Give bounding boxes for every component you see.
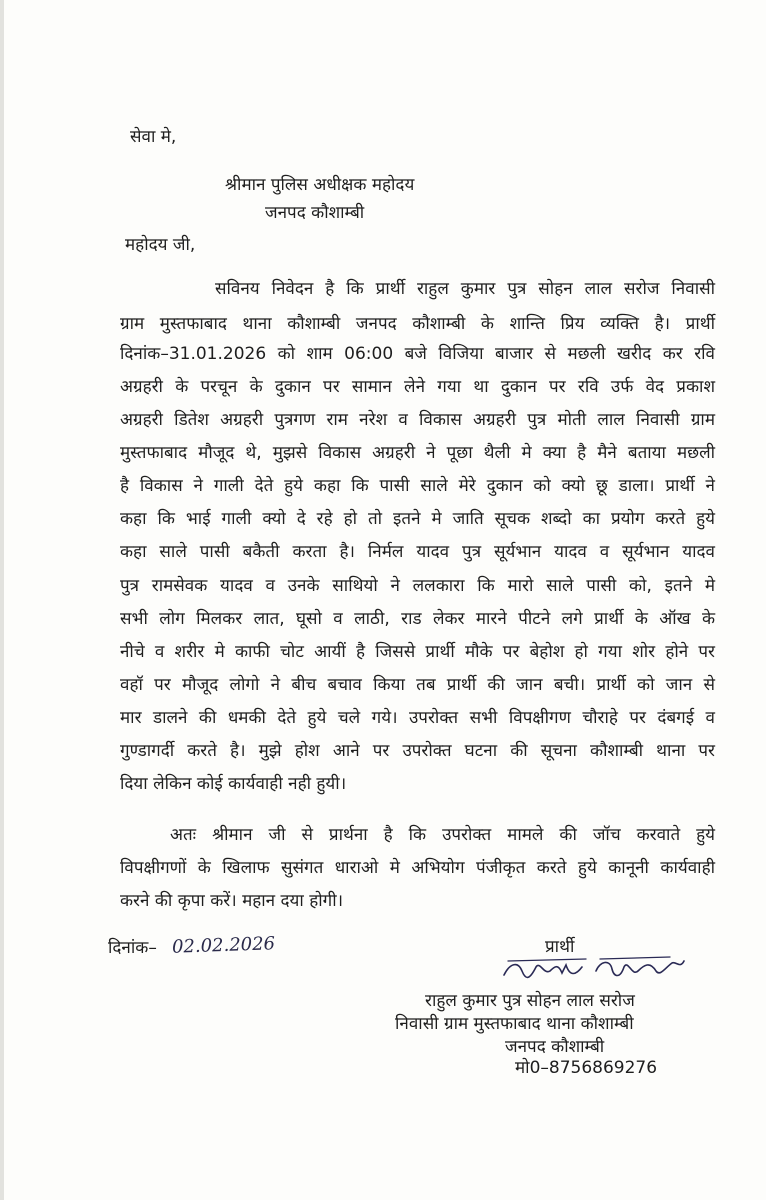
sender-name: राहुल कुमार पुत्र सोहन लाल सरोज <box>425 991 635 1011</box>
body-line: है विकास ने गाली देते हुये कहा कि पासी साले मेरे दुकान को क्यो छू डाला। प्रार्थी ने <box>120 476 715 496</box>
signature <box>500 953 690 987</box>
body-line: ग्राम मुस्तफाबाद थाना कौशाम्बी जनपद कौशाम्बी के शान्ति प्रिय व्यक्ति है। प्रार्थी <box>120 314 715 334</box>
body-line: कहा साले पासी बकैती करता है। निर्मल यादव पुत्र सूर्यभान यादव व सूर्यभान यादव <box>120 542 715 562</box>
body-line: कहा कि भाई गाली क्यो दे रहे हो तो इतने मे जाति सूचक शब्दो का प्रयोग करते हुये <box>120 509 715 529</box>
request-line: करने की कृपा करें। महान दया होगी। <box>120 891 344 911</box>
body-line: अग्रहरी डितेश अग्रहरी पुत्रगण राम नरेश व विकास अग्रहरी पुत्र मोती लाल निवासी ग्राम <box>120 410 715 430</box>
greeting: महोदय जी, <box>125 235 196 255</box>
body-line: दिया लेकिन कोई कार्यवाही नही हुयी। <box>120 774 347 794</box>
body-line: वहॉ पर मौजूद लोगो ने बीच बचाव किया तब प्रार्थी की जान बची। प्रार्थी को जान से <box>120 675 715 695</box>
body-line: गुण्डागर्दी करते है। मुझे होश आने पर उपरोक्त घटना की सूचना कौशाम्बी थाना पर <box>120 741 715 761</box>
body-line: नीचे व शरीर मे काफी चोट आयीं है जिससे प्रार्थी मौके पर बेहोश हो गया शोर होने पर <box>120 642 715 662</box>
date-label: दिनांक– <box>108 938 157 958</box>
request-line: अतः श्रीमान जी से प्रार्थना है कि उपरोक्त मामले की जॉच करवाते हुये <box>170 825 715 845</box>
date-value: 02.02.2026 <box>171 933 276 958</box>
body-line: मार डालने की धमकी देते हुये चले गये। उपरोक्त सभी विपक्षीगण चौराहे पर दंबगई व <box>120 708 715 728</box>
body-line: सविनय निवेदन है कि प्रार्थी राहुल कुमार पुत्र सोहन लाल सरोज निवासी <box>215 279 715 299</box>
page-edge <box>0 0 4 1200</box>
body-line: पुत्र रामसेवक यादव व उनके साथियो ने ललकारा कि मारो साले पासी को, इतने मे <box>120 576 715 596</box>
body-line: सभी लोग मिलकर लात, घूसो व लाठी, राड लेकर मारने पीटने लगे प्रार्थी के ऑख के <box>120 609 715 629</box>
recipient-title: श्रीमान पुलिस अधीक्षक महोदय <box>225 175 415 195</box>
body-line: दिनांक–31.01.2026 को शाम 06:00 बजे विजिया बाजार से मछली खरीद कर रवि <box>120 344 715 364</box>
sender-address: निवासी ग्राम मुस्तफाबाद थाना कौशाम्बी <box>395 1014 634 1034</box>
body-line: मुस्तफाबाद मौजूद थे, मुझसे विकास अग्रहरी ने पूछा थैली मे क्या है मैने बताया मछली <box>120 443 715 463</box>
body-line: अग्रहरी के परचून के दुकान पर सामान लेने गया था दुकान पर रवि उर्फ वेद प्रकाश <box>120 377 715 397</box>
sender-district: जनपद कौशाम्बी <box>505 1037 605 1057</box>
sender-mobile: मो0–8756869276 <box>515 1058 658 1078</box>
request-line: विपक्षीगणों के खिलाफ सुसंगत धाराओ मे अभियोग पंजीकृत करते हुये कानूनी कार्यवाही <box>120 858 715 878</box>
recipient-district: जनपद कौशाम्बी <box>265 203 365 223</box>
salutation-to: सेवा मे, <box>130 127 177 147</box>
applicant-heading: प्रार्थी <box>545 937 575 957</box>
